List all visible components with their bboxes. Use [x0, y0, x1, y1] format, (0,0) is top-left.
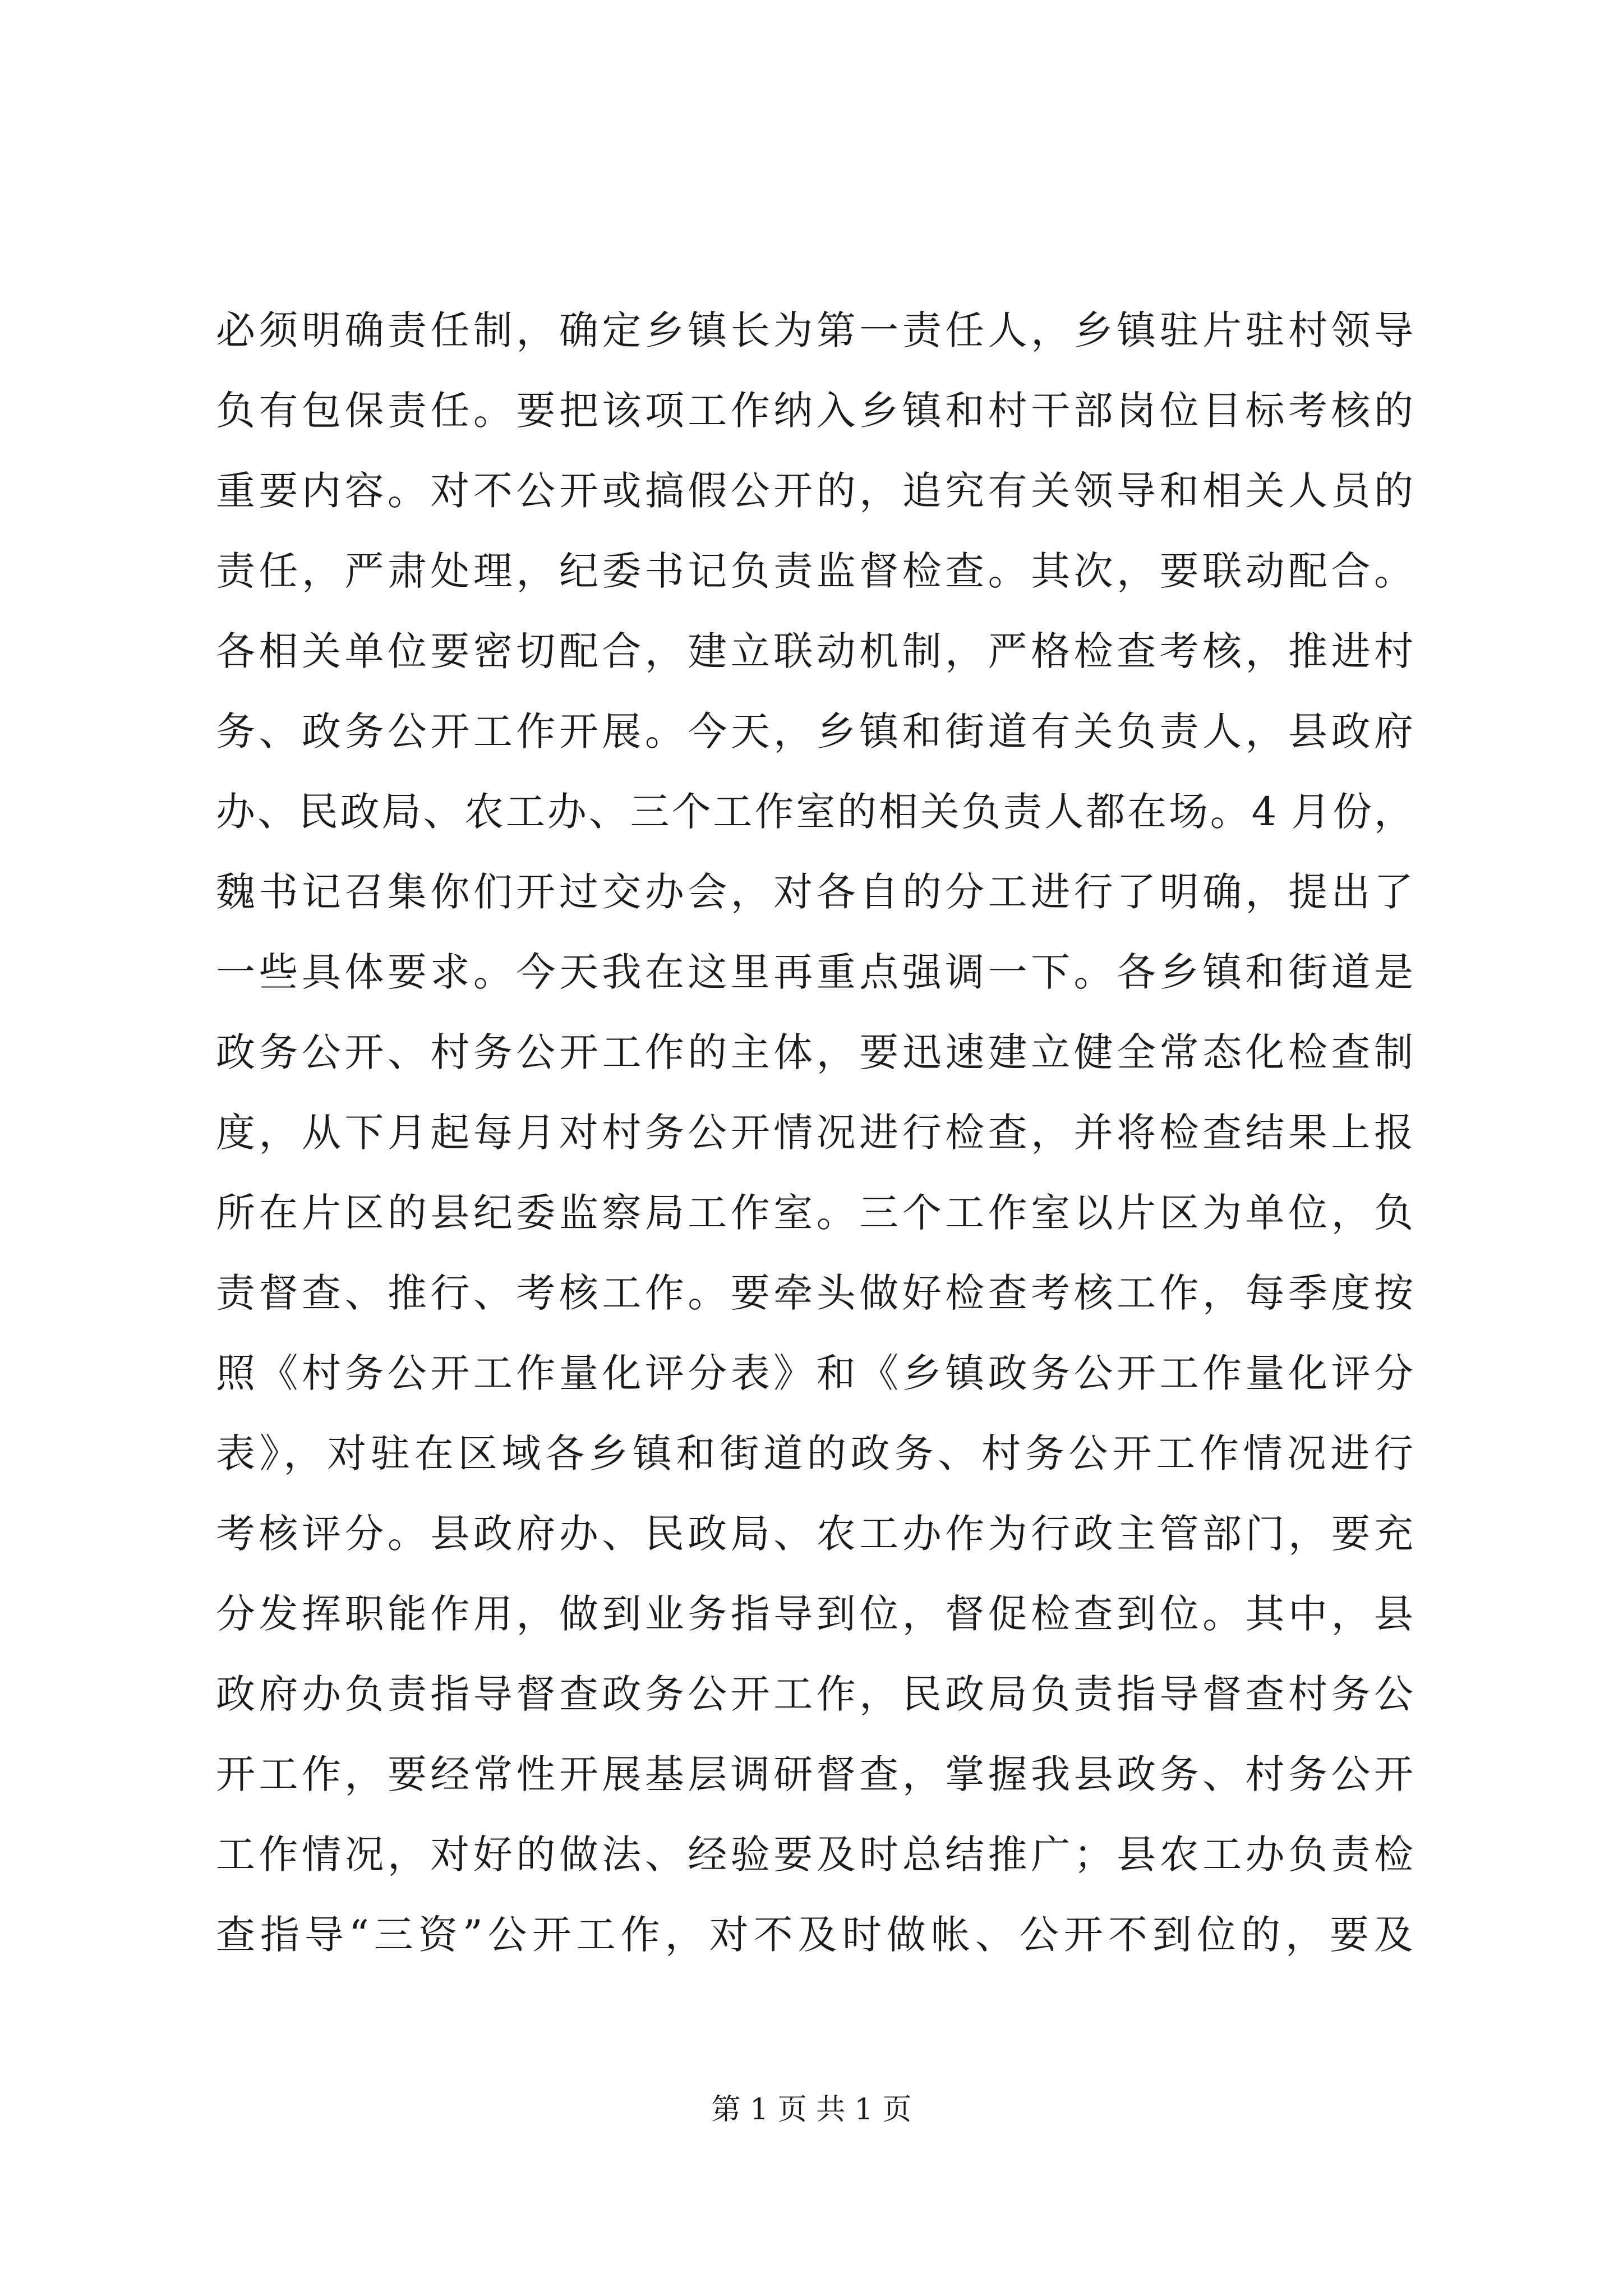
- page-footer: [0, 2090, 1623, 2129]
- text-line: 政务公开、村务公开工作的主体，要迅速建立健全常态化检查制: [216, 1029, 1413, 1075]
- text-line: 所在片区的县纪委监察局工作室。三个工作室以片区为单位，负: [216, 1190, 1413, 1236]
- text-line: 负有包保责任。要把该项工作纳入乡镇和村干部岗位目标考核的: [216, 388, 1413, 434]
- text-line: 重要内容。对不公开或搞假公开的，追究有关领导和相关人员的: [216, 468, 1413, 514]
- text-line: 各相关单位要密切配合，建立联动机制，严格检查考核，推进村: [216, 628, 1413, 674]
- text-line: 分发挥职能作用，做到业务指导到位，督促检查到位。其中，县: [216, 1591, 1413, 1637]
- body-text: [216, 291, 1413, 1975]
- text-line: 考核评分。县政府办、民政局、农工办作为行政主管部门，要充: [216, 1511, 1413, 1557]
- text-line: 开工作，要经常性开展基层调研督查，掌握我县政务、村务公开: [216, 1751, 1413, 1797]
- text-line: 度，从下月起每月对村务公开情况进行检查，并将检查结果上报: [216, 1110, 1413, 1156]
- text-line: 必须明确责任制，确定乡镇长为第一责任人，乡镇驻片驻村领导: [216, 307, 1413, 353]
- text-line: 责督查、推行、考核工作。要牵头做好检查考核工作，每季度按: [216, 1270, 1413, 1316]
- page-number: 第 1 页 共 1 页: [711, 2093, 912, 2127]
- text-line: 工作情况，对好的做法、经验要及时总结推广；县农工办负责检: [216, 1832, 1413, 1878]
- text-line: 一些具体要求。今天我在这里再重点强调一下。各乡镇和街道是: [216, 949, 1413, 995]
- text-line: 务、政务公开工作开展。今天，乡镇和街道有关负责人，县政府: [216, 708, 1413, 754]
- text-line: 照《村务公开工作量化评分表》和《乡镇政务公开工作量化评分: [216, 1350, 1413, 1396]
- text-line: 魏书记召集你们开过交办会，对各自的分工进行了明确，提出了: [216, 869, 1413, 915]
- text-line: 表》，对驻在区域各乡镇和街道的政务、村务公开工作情况进行: [216, 1430, 1413, 1476]
- text-line: 政府办负责指导督查政务公开工作，民政局负责指导督查村务公: [216, 1671, 1413, 1717]
- text-line: 查指导“三资”公开工作，对不及时做帐、公开不到位的，要及: [216, 1912, 1413, 1958]
- text-line: 责任，严肃处理，纪委书记负责监督检查。其次，要联动配合。: [216, 548, 1413, 594]
- text-line: 办、民政局、农工办、三个工作室的相关负责人都在场。4 月份，: [216, 789, 1413, 835]
